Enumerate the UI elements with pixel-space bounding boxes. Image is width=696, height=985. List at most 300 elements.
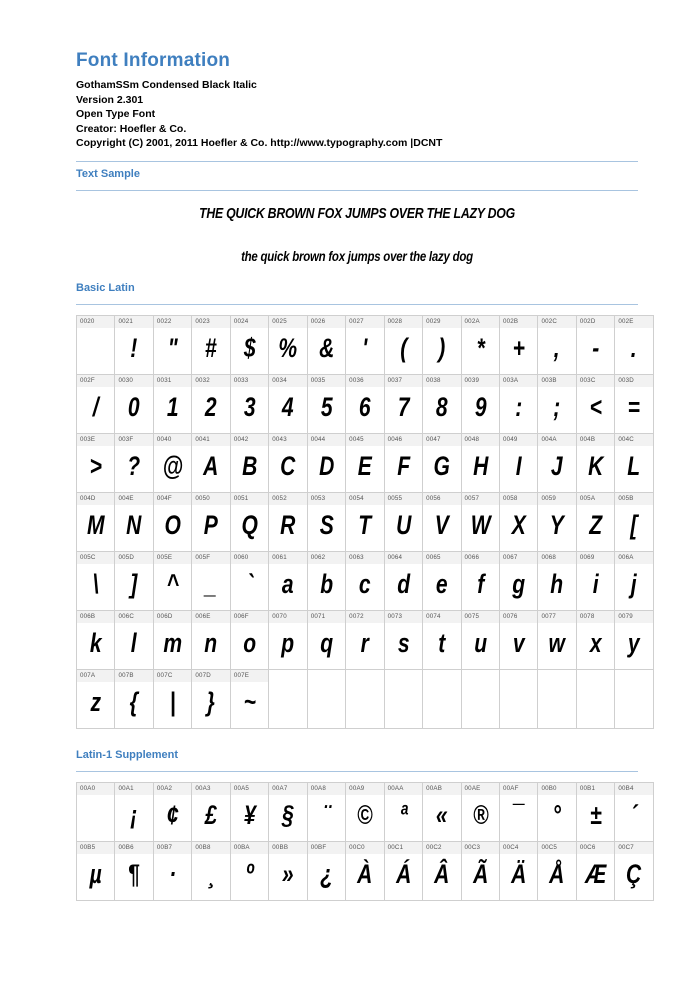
glyph-code-label: 0044 bbox=[308, 434, 345, 446]
glyph-character: p bbox=[281, 627, 295, 658]
glyph-character: e bbox=[435, 568, 448, 599]
glyph-character: f bbox=[476, 568, 484, 599]
glyph-character: 2 bbox=[205, 391, 217, 422]
glyph-cell[interactable] bbox=[77, 434, 115, 493]
glyph-cell[interactable] bbox=[154, 434, 192, 493]
glyph-cell[interactable] bbox=[269, 375, 307, 434]
glyph-cell[interactable] bbox=[500, 493, 538, 552]
glyph-code-label: 0059 bbox=[538, 493, 575, 505]
glyph-code-label: 004F bbox=[154, 493, 191, 505]
glyph-character: 0 bbox=[128, 391, 141, 422]
glyph-row bbox=[77, 670, 654, 729]
glyph-code-label: 0074 bbox=[423, 611, 460, 623]
glyph-character: & bbox=[318, 332, 335, 363]
glyph-cell[interactable] bbox=[346, 552, 384, 611]
glyph-cell[interactable] bbox=[192, 611, 230, 670]
glyph-cell-empty bbox=[385, 670, 423, 729]
glyph-cell[interactable] bbox=[538, 611, 576, 670]
glyph-cell[interactable] bbox=[154, 375, 192, 434]
glyph-cell[interactable] bbox=[192, 493, 230, 552]
glyph-code-label: 0049 bbox=[500, 434, 537, 446]
glyph-code-label: 0048 bbox=[462, 434, 499, 446]
glyph-cell[interactable] bbox=[77, 842, 115, 901]
glyph-code-label: 0028 bbox=[385, 316, 422, 328]
glyph-character: G bbox=[433, 450, 451, 481]
glyph-cell[interactable] bbox=[231, 375, 269, 434]
glyph-cell-empty bbox=[538, 670, 576, 729]
glyph-code-label: 0065 bbox=[423, 552, 460, 564]
glyph-cell[interactable] bbox=[385, 783, 423, 842]
glyph-cell[interactable] bbox=[115, 375, 153, 434]
glyph-code-label: 004C bbox=[615, 434, 652, 446]
glyph-cell[interactable] bbox=[423, 552, 461, 611]
text-sample-lowercase: the quick brown fox jumps over the lazy dog bbox=[241, 247, 473, 264]
glyph-character: µ bbox=[89, 858, 102, 889]
glyph-cell[interactable] bbox=[115, 552, 153, 611]
glyph-character: 5 bbox=[320, 391, 333, 422]
glyph-character: L bbox=[627, 450, 641, 481]
glyph-row bbox=[77, 842, 654, 901]
glyph-cell[interactable] bbox=[115, 670, 153, 729]
glyph-cell[interactable] bbox=[231, 493, 269, 552]
glyph-cell[interactable] bbox=[154, 783, 192, 842]
glyph-character: c bbox=[359, 568, 371, 599]
glyph-code-label: 00B5 bbox=[77, 842, 114, 854]
glyph-code-label: 007E bbox=[231, 670, 268, 682]
glyph-code-label: 0042 bbox=[231, 434, 268, 446]
glyph-code-label: 006B bbox=[77, 611, 114, 623]
glyph-code-label: 00C2 bbox=[423, 842, 460, 854]
glyph-character: Y bbox=[550, 509, 565, 540]
glyph-code-label: 00C3 bbox=[462, 842, 499, 854]
glyph-cell[interactable] bbox=[423, 842, 461, 901]
glyph-cell[interactable] bbox=[577, 493, 615, 552]
glyph-code-label: 007D bbox=[192, 670, 229, 682]
glyph-character: } bbox=[206, 686, 216, 717]
glyph-cell[interactable] bbox=[308, 375, 346, 434]
glyph-cell[interactable] bbox=[538, 434, 576, 493]
glyph-character: u bbox=[473, 627, 487, 658]
glyph-code-label: 0023 bbox=[192, 316, 229, 328]
glyph-code-label: 007B bbox=[115, 670, 152, 682]
glyph-cell[interactable] bbox=[577, 611, 615, 670]
glyph-cell[interactable] bbox=[269, 611, 307, 670]
glyph-cell[interactable] bbox=[308, 611, 346, 670]
glyph-cell[interactable] bbox=[500, 783, 538, 842]
glyph-cell[interactable] bbox=[385, 375, 423, 434]
glyph-code-label: 0079 bbox=[615, 611, 652, 623]
glyph-character: Å bbox=[549, 858, 565, 889]
glyph-character: ª bbox=[399, 799, 408, 830]
glyph-cell[interactable] bbox=[423, 783, 461, 842]
glyph-cell[interactable] bbox=[538, 783, 576, 842]
glyph-code-label: 00A0 bbox=[77, 783, 114, 795]
glyph-cell[interactable] bbox=[77, 783, 115, 842]
glyph-cell[interactable] bbox=[615, 552, 653, 611]
glyph-cell[interactable] bbox=[269, 783, 307, 842]
font-type-line: Open Type Font bbox=[76, 108, 156, 120]
glyph-cell[interactable] bbox=[538, 493, 576, 552]
glyph-character: X bbox=[511, 509, 526, 540]
glyph-cell[interactable] bbox=[462, 434, 500, 493]
glyph-cell[interactable] bbox=[269, 434, 307, 493]
glyph-code-label: 002A bbox=[462, 316, 499, 328]
section-label-basic-latin: Basic Latin bbox=[76, 281, 135, 294]
glyph-code-label: 0078 bbox=[577, 611, 614, 623]
glyph-character: ¿ bbox=[320, 858, 333, 889]
section-label-text-sample: Text Sample bbox=[76, 167, 140, 180]
glyph-character: Q bbox=[241, 509, 258, 540]
glyph-character: i bbox=[592, 568, 599, 599]
glyph-character: B bbox=[241, 450, 258, 481]
font-copyright-line: Copyright (C) 2001, 2011 Hoefler & Co. http://www.typography.com |DCNT bbox=[76, 137, 443, 149]
glyph-cell[interactable] bbox=[269, 316, 307, 375]
glyph-cell[interactable] bbox=[385, 316, 423, 375]
glyph-cell[interactable] bbox=[115, 783, 153, 842]
glyph-cell[interactable] bbox=[308, 552, 346, 611]
glyph-cell-empty bbox=[577, 670, 615, 729]
glyph-cell[interactable] bbox=[577, 783, 615, 842]
glyph-cell[interactable] bbox=[77, 316, 115, 375]
glyph-cell[interactable] bbox=[192, 434, 230, 493]
glyph-row bbox=[77, 552, 654, 611]
glyph-character: [ bbox=[630, 509, 638, 540]
glyph-cell[interactable] bbox=[115, 842, 153, 901]
glyph-cell[interactable] bbox=[538, 316, 576, 375]
glyph-code-label: 005B bbox=[615, 493, 652, 505]
glyph-code-label: 0036 bbox=[346, 375, 383, 387]
glyph-cell[interactable] bbox=[346, 375, 384, 434]
glyph-character: J bbox=[551, 450, 564, 481]
glyph-code-label: 0053 bbox=[308, 493, 345, 505]
glyph-cell[interactable] bbox=[577, 842, 615, 901]
glyph-cell[interactable] bbox=[154, 552, 192, 611]
glyph-code-label: 0058 bbox=[500, 493, 537, 505]
glyph-cell[interactable] bbox=[385, 552, 423, 611]
glyph-code-label: 0040 bbox=[154, 434, 191, 446]
glyph-code-label: 003F bbox=[115, 434, 152, 446]
glyph-code-label: 00A2 bbox=[154, 783, 191, 795]
glyph-cell[interactable] bbox=[462, 375, 500, 434]
glyph-code-label: 0060 bbox=[231, 552, 268, 564]
glyph-cell[interactable] bbox=[500, 375, 538, 434]
glyph-cell[interactable] bbox=[77, 493, 115, 552]
glyph-cell[interactable] bbox=[500, 434, 538, 493]
glyph-cell-empty bbox=[500, 670, 538, 729]
glyph-character: I bbox=[515, 450, 522, 481]
glyph-cell[interactable] bbox=[577, 434, 615, 493]
glyph-cell[interactable] bbox=[308, 842, 346, 901]
glyph-character: ¨ bbox=[322, 799, 330, 830]
glyph-cell[interactable] bbox=[192, 552, 230, 611]
glyph-character: 9 bbox=[474, 391, 487, 422]
glyph-cell[interactable] bbox=[231, 611, 269, 670]
glyph-character: ~ bbox=[243, 686, 256, 717]
glyph-code-label: 0021 bbox=[115, 316, 152, 328]
glyph-code-label: 0055 bbox=[385, 493, 422, 505]
glyph-character: ¶ bbox=[128, 858, 141, 889]
glyph-cell[interactable] bbox=[269, 552, 307, 611]
glyph-code-label: 0020 bbox=[77, 316, 114, 328]
glyph-character: º bbox=[245, 858, 254, 889]
glyph-cell[interactable] bbox=[500, 552, 538, 611]
glyph-code-label: 00A8 bbox=[308, 783, 345, 795]
glyph-code-label: 006F bbox=[231, 611, 268, 623]
glyph-cell[interactable] bbox=[269, 842, 307, 901]
glyph-character: Â bbox=[434, 858, 450, 889]
glyph-row bbox=[77, 316, 654, 375]
glyph-cell[interactable] bbox=[115, 611, 153, 670]
text-sample-uppercase: THE QUICK BROWN FOX JUMPS OVER THE LAZY DOG bbox=[199, 204, 515, 222]
glyph-cell[interactable] bbox=[154, 611, 192, 670]
glyph-cell[interactable] bbox=[154, 670, 192, 729]
glyph-cell[interactable] bbox=[308, 493, 346, 552]
glyph-cell-empty bbox=[308, 670, 346, 729]
glyph-cell[interactable] bbox=[577, 375, 615, 434]
glyph-cell[interactable] bbox=[423, 434, 461, 493]
glyph-code-label: 00A3 bbox=[192, 783, 229, 795]
glyph-cell[interactable] bbox=[577, 552, 615, 611]
glyph-character: D bbox=[318, 450, 335, 481]
glyph-cell[interactable] bbox=[308, 316, 346, 375]
glyph-character: » bbox=[282, 858, 294, 889]
glyph-cell[interactable] bbox=[423, 375, 461, 434]
glyph-code-label: 003A bbox=[500, 375, 537, 387]
font-metadata-block bbox=[76, 78, 638, 151]
glyph-code-label: 0067 bbox=[500, 552, 537, 564]
glyph-character: l bbox=[131, 627, 138, 658]
glyph-cell[interactable] bbox=[346, 783, 384, 842]
glyph-character: £ bbox=[205, 799, 217, 830]
glyph-cell[interactable] bbox=[154, 842, 192, 901]
glyph-code-label: 002F bbox=[77, 375, 114, 387]
glyph-cell[interactable] bbox=[192, 316, 230, 375]
glyph-character: @ bbox=[162, 450, 183, 481]
glyph-code-label: 006E bbox=[192, 611, 229, 623]
glyph-cell[interactable] bbox=[462, 552, 500, 611]
glyph-cell[interactable] bbox=[346, 842, 384, 901]
glyph-cell[interactable] bbox=[500, 842, 538, 901]
glyph-character: ® bbox=[472, 799, 489, 830]
glyph-code-label: 003B bbox=[538, 375, 575, 387]
glyph-character: P bbox=[204, 509, 219, 540]
glyph-code-label: 0032 bbox=[192, 375, 229, 387]
glyph-code-label: 0054 bbox=[346, 493, 383, 505]
glyph-cell[interactable] bbox=[77, 375, 115, 434]
glyph-cell[interactable] bbox=[423, 611, 461, 670]
glyph-cell[interactable] bbox=[308, 434, 346, 493]
glyph-cell[interactable] bbox=[462, 842, 500, 901]
glyph-code-label: 0071 bbox=[308, 611, 345, 623]
glyph-code-label: 0063 bbox=[346, 552, 383, 564]
glyph-cell[interactable] bbox=[231, 434, 269, 493]
glyph-code-label: 002B bbox=[500, 316, 537, 328]
glyph-row bbox=[77, 611, 654, 670]
glyph-code-label: 00AA bbox=[385, 783, 422, 795]
glyph-cell[interactable] bbox=[77, 611, 115, 670]
glyph-cell[interactable] bbox=[77, 670, 115, 729]
glyph-code-label: 0035 bbox=[308, 375, 345, 387]
glyph-code-label: 00B6 bbox=[115, 842, 152, 854]
glyph-code-label: 003D bbox=[615, 375, 652, 387]
glyph-code-label: 0056 bbox=[423, 493, 460, 505]
glyph-cell[interactable] bbox=[385, 611, 423, 670]
glyph-row bbox=[77, 493, 654, 552]
glyph-cell[interactable] bbox=[115, 316, 153, 375]
glyph-code-label: 004A bbox=[538, 434, 575, 446]
glyph-cell[interactable] bbox=[231, 670, 269, 729]
glyph-code-label: 005D bbox=[115, 552, 152, 564]
glyph-cell[interactable] bbox=[423, 316, 461, 375]
glyph-code-label: 00B8 bbox=[192, 842, 229, 854]
glyph-character: 8 bbox=[435, 391, 448, 422]
glyph-character: = bbox=[627, 391, 641, 422]
glyph-character: d bbox=[396, 568, 410, 599]
glyph-cell[interactable] bbox=[500, 611, 538, 670]
glyph-cell[interactable] bbox=[462, 316, 500, 375]
divider-after-header bbox=[76, 161, 638, 162]
glyph-character: y bbox=[628, 627, 640, 658]
font-creator-line: Creator: Hoefler & Co. bbox=[76, 122, 187, 135]
glyph-character: ¯ bbox=[512, 799, 525, 830]
glyph-cell[interactable] bbox=[462, 611, 500, 670]
glyph-character: + bbox=[512, 332, 525, 363]
glyph-cell[interactable] bbox=[538, 842, 576, 901]
glyph-character: H bbox=[472, 450, 488, 481]
glyph-code-label: 006A bbox=[615, 552, 652, 564]
glyph-character: - bbox=[592, 332, 600, 363]
glyph-code-label: 007C bbox=[154, 670, 191, 682]
glyph-cell[interactable] bbox=[462, 493, 500, 552]
glyph-character: E bbox=[357, 450, 372, 481]
glyph-code-label: 00C7 bbox=[615, 842, 652, 854]
glyph-cell[interactable] bbox=[615, 783, 653, 842]
glyph-character: n bbox=[204, 627, 218, 658]
glyph-cell[interactable] bbox=[462, 783, 500, 842]
glyph-character: x bbox=[589, 627, 602, 658]
glyph-cell[interactable] bbox=[385, 493, 423, 552]
glyph-character: ] bbox=[130, 568, 138, 599]
glyph-character: ¢ bbox=[166, 799, 179, 830]
glyph-character: F bbox=[396, 450, 410, 481]
glyph-cell[interactable] bbox=[346, 611, 384, 670]
glyph-code-label: 0047 bbox=[423, 434, 460, 446]
glyph-cell[interactable] bbox=[538, 375, 576, 434]
glyph-code-label: 0077 bbox=[538, 611, 575, 623]
glyph-character: ´ bbox=[630, 799, 638, 830]
glyph-cell[interactable] bbox=[269, 493, 307, 552]
glyph-character: > bbox=[89, 450, 102, 481]
glyph-character: ¸ bbox=[207, 858, 215, 889]
glyph-character: | bbox=[169, 686, 176, 717]
glyph-cell[interactable] bbox=[115, 434, 153, 493]
glyph-cell[interactable] bbox=[615, 375, 653, 434]
glyph-character: a bbox=[282, 568, 294, 599]
glyph-code-label: 0034 bbox=[269, 375, 306, 387]
glyph-cell[interactable] bbox=[192, 375, 230, 434]
glyph-code-label: 006D bbox=[154, 611, 191, 623]
glyph-character: _ bbox=[205, 568, 217, 599]
glyph-code-label: 00A5 bbox=[231, 783, 268, 795]
glyph-cell[interactable] bbox=[615, 842, 653, 901]
glyph-code-label: 0045 bbox=[346, 434, 383, 446]
glyph-code-label: 003E bbox=[77, 434, 114, 446]
glyph-cell[interactable] bbox=[154, 316, 192, 375]
glyph-code-label: 00AF bbox=[500, 783, 537, 795]
glyph-character: V bbox=[434, 509, 449, 540]
glyph-cell[interactable] bbox=[77, 552, 115, 611]
glyph-cell[interactable] bbox=[192, 842, 230, 901]
glyph-character: ± bbox=[589, 799, 602, 830]
glyph-cell-empty bbox=[269, 670, 307, 729]
glyph-cell[interactable] bbox=[346, 434, 384, 493]
glyph-character: r bbox=[360, 627, 369, 658]
glyph-cell[interactable] bbox=[231, 842, 269, 901]
glyph-character: K bbox=[588, 450, 604, 481]
glyph-character: « bbox=[435, 799, 448, 830]
glyph-cell-empty bbox=[615, 670, 653, 729]
glyph-cell[interactable] bbox=[192, 670, 230, 729]
glyph-character: ^ bbox=[166, 568, 179, 599]
glyph-character: ) bbox=[438, 332, 446, 363]
glyph-cell[interactable] bbox=[231, 316, 269, 375]
glyph-character: Ä bbox=[511, 858, 527, 889]
glyph-cell[interactable] bbox=[423, 493, 461, 552]
glyph-code-label: 0062 bbox=[308, 552, 345, 564]
glyph-cell[interactable] bbox=[385, 842, 423, 901]
glyph-cell[interactable] bbox=[615, 316, 653, 375]
glyph-code-label: 0027 bbox=[346, 316, 383, 328]
glyph-cell[interactable] bbox=[346, 316, 384, 375]
glyph-character: ¡ bbox=[130, 799, 138, 830]
glyph-code-label: 0033 bbox=[231, 375, 268, 387]
glyph-code-label: 00AB bbox=[423, 783, 460, 795]
glyph-cell[interactable] bbox=[615, 611, 653, 670]
glyph-code-label: 0068 bbox=[538, 552, 575, 564]
glyph-character: · bbox=[169, 858, 177, 889]
glyph-cell[interactable] bbox=[615, 493, 653, 552]
glyph-character: v bbox=[512, 627, 525, 658]
glyph-cell[interactable] bbox=[346, 493, 384, 552]
glyph-cell[interactable] bbox=[385, 434, 423, 493]
glyph-cell[interactable] bbox=[308, 783, 346, 842]
glyph-code-label: 0039 bbox=[462, 375, 499, 387]
glyph-cell[interactable] bbox=[231, 552, 269, 611]
glyph-cell[interactable] bbox=[577, 316, 615, 375]
glyph-code-label: 0069 bbox=[577, 552, 614, 564]
glyph-character: { bbox=[130, 686, 139, 717]
glyph-cell[interactable] bbox=[615, 434, 653, 493]
glyph-cell[interactable] bbox=[538, 552, 576, 611]
glyph-code-label: 0030 bbox=[115, 375, 152, 387]
glyph-code-label: 0070 bbox=[269, 611, 306, 623]
glyph-code-label: 00BF bbox=[308, 842, 345, 854]
glyph-character: 1 bbox=[166, 391, 179, 422]
glyph-code-label: 0066 bbox=[462, 552, 499, 564]
glyph-code-label: 005A bbox=[577, 493, 614, 505]
divider-basic-latin bbox=[76, 304, 638, 305]
glyph-code-label: 00A1 bbox=[115, 783, 152, 795]
glyph-cell[interactable] bbox=[231, 783, 269, 842]
glyph-character: C bbox=[280, 450, 296, 481]
glyph-code-label: 007A bbox=[77, 670, 114, 682]
glyph-cell[interactable] bbox=[154, 493, 192, 552]
glyph-cell[interactable] bbox=[192, 783, 230, 842]
glyph-cell[interactable] bbox=[115, 493, 153, 552]
glyph-code-label: 00C1 bbox=[385, 842, 422, 854]
glyph-character: w bbox=[548, 627, 566, 658]
glyph-cell[interactable] bbox=[500, 316, 538, 375]
